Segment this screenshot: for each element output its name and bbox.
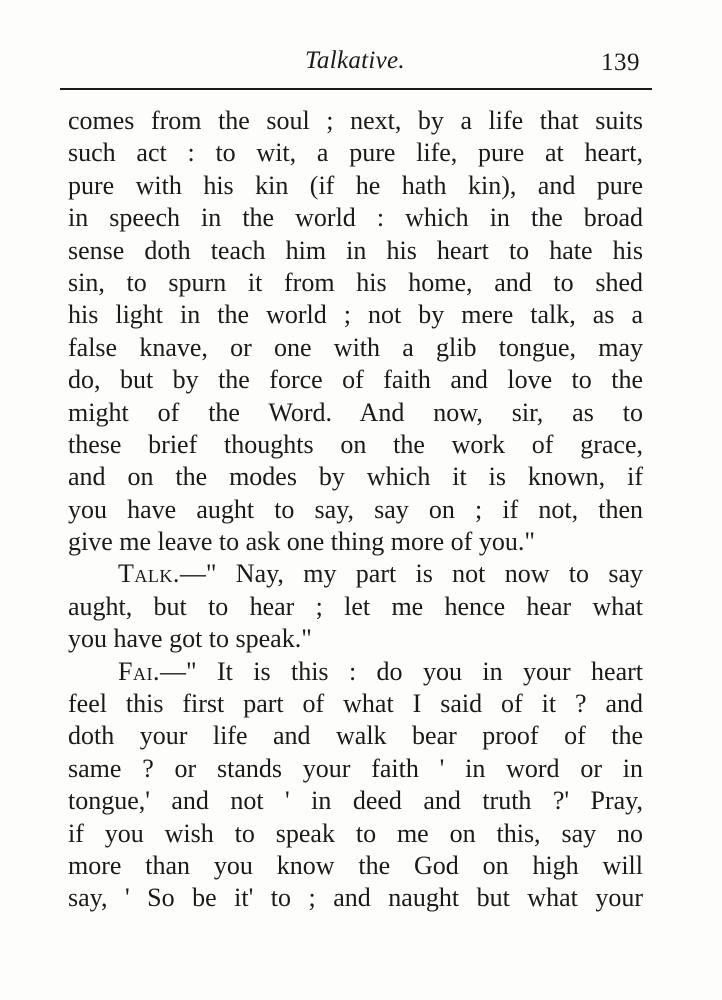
talk-line-text: —" Nay, my part is not now to say (179, 559, 643, 589)
text-line: same ? or stands your faith ' in word or in (68, 753, 643, 783)
running-title: Talkative. (305, 47, 405, 74)
text-line: these brief thoughts on the work of grace, (68, 429, 643, 459)
text-line: more than you know the God on high will (68, 850, 643, 880)
body-text (68, 105, 643, 915)
text-line: do, but by the force of faith and love to the (68, 365, 643, 395)
paragraph-talk-first-line (68, 558, 643, 590)
text-line: you have got to speak." (68, 624, 312, 654)
text-line: such act : to wit, a pure life, pure at heart, (68, 138, 643, 168)
text-line: feel this first part of what I said of it ? and (68, 689, 643, 719)
text-line: aught, but to hear ; let me hence hear what (68, 591, 643, 621)
text-line: doth your life and walk bear proof of the (68, 721, 643, 751)
speaker-fai: Fai. (118, 656, 160, 686)
text-line: comes from the soul ; next, by a life that suits (68, 106, 643, 135)
text-line: give me leave to ask one thing more of you." (68, 527, 535, 557)
text-line: false knave, or one with a glib tongue, may (68, 332, 643, 362)
running-head (66, 44, 644, 84)
text-line: if you wish to speak to me on this, say no (68, 818, 643, 848)
text-line: sense doth teach him in his heart to hate his (68, 235, 643, 265)
text-line: in speech in the world : which in the broad (68, 203, 643, 233)
text-line: say, ' So be it' to ; and naught but what your (68, 883, 643, 913)
page-number: 139 (601, 49, 640, 76)
text-line: tongue,' and not ' in deed and truth ?' Pray, (68, 786, 643, 816)
speaker-talk: Talk. (118, 559, 180, 589)
header-rule (60, 88, 652, 90)
text-line: pure with his kin (if he hath kin), and pure (68, 170, 643, 200)
text-line: might of the Word. And now, sir, as to (68, 397, 643, 427)
text-line: and on the modes by which it is known, if (68, 462, 643, 492)
fai-line-text: —" It is this : do you in your heart (159, 656, 643, 686)
text-line: you have aught to say, say on ; if not, then (68, 494, 643, 524)
paragraph-fai-first-line (68, 656, 643, 688)
text-line: sin, to spurn it from his home, and to shed (68, 267, 643, 297)
text-line: his light in the world ; not by mere talk, as a (68, 300, 643, 330)
